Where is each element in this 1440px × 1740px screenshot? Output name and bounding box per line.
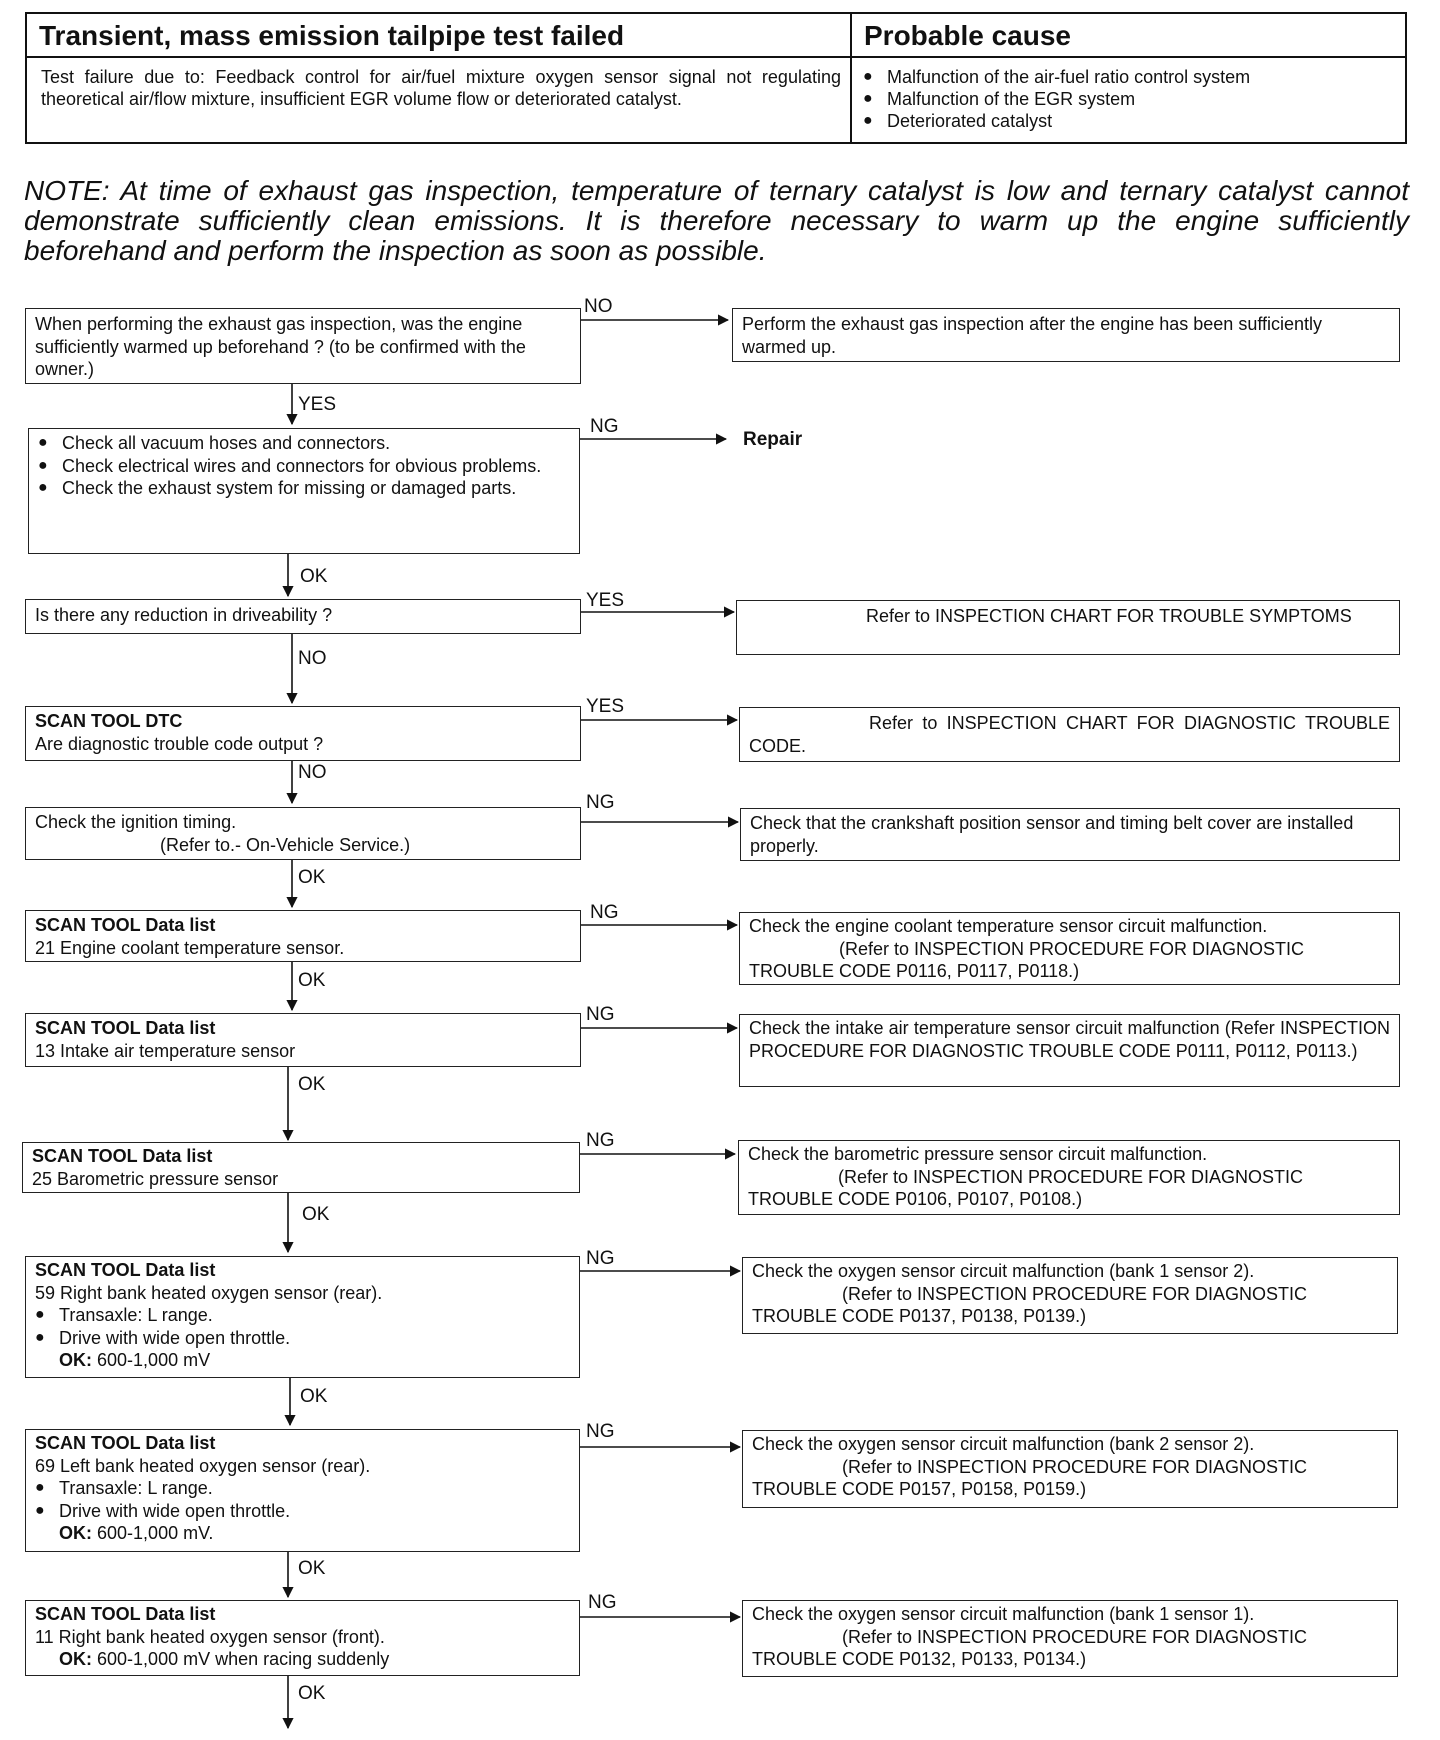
ok-criteria: OK: 600-1,000 mV — [59, 1350, 211, 1370]
ok-criteria: OK: 600-1,000 mV when racing suddenly — [59, 1649, 390, 1669]
result-text: Check the engine coolant temperature sensor circuit malfunction. — [749, 916, 1268, 936]
result-right-rear-o2 — [742, 1257, 1398, 1334]
result-ref: (Refer to INSPECTION PROCEDURE FOR DIAGNOSTIC TROUBLE CODE P0116, P0117, P0118.) — [749, 938, 1305, 981]
step-text: 69 Left bank heated oxygen sensor (rear). — [35, 1455, 371, 1476]
condition-list — [35, 1304, 570, 1349]
step-text: Are diagnostic trouble code output ? — [35, 733, 324, 754]
step-ignition-timing — [25, 807, 581, 860]
down-label: OK — [302, 1204, 330, 1225]
step-right-rear-o2 — [25, 1256, 580, 1378]
branch-label: NG — [590, 416, 619, 437]
step-text: Is there any reduction in driveability ? — [35, 605, 333, 625]
step-title: SCAN TOOL Data list — [35, 1260, 216, 1280]
result-coolant — [739, 912, 1400, 985]
result-ref: (Refer to INSPECTION PROCEDURE FOR DIAGNOSTIC TROUBLE CODE P0137, P0138, P0139.) — [752, 1283, 1308, 1326]
branch-label: YES — [586, 590, 625, 611]
down-label: YES — [298, 394, 337, 415]
down-label: OK — [298, 1074, 326, 1095]
result-driveability — [736, 600, 1400, 655]
result-ref: (Refer to INSPECTION PROCEDURE FOR DIAGNOSTIC TROUBLE CODE P0132, P0133, P0134.) — [752, 1626, 1308, 1669]
result-text: Check the oxygen sensor circuit malfunction (bank 1 sensor 2). — [752, 1261, 1255, 1281]
step-driveability — [25, 599, 581, 634]
result-text: Check the barometric pressure sensor circuit malfunction. — [748, 1144, 1208, 1164]
condition-list — [35, 1477, 570, 1522]
condition-item: ● Transaxle: L range. — [35, 1305, 213, 1325]
branch-label: NG — [586, 1130, 615, 1151]
step-left-rear-o2 — [25, 1429, 580, 1552]
branch-label: NG — [586, 792, 615, 813]
branch-label: NO — [584, 296, 613, 317]
step-text: Check the ignition timing. — [35, 812, 237, 832]
result-ignition — [740, 808, 1400, 861]
down-label: OK — [298, 1558, 326, 1579]
branch-label: NG — [586, 1004, 615, 1025]
condition-item: ● Drive with wide open throttle. — [35, 1327, 291, 1348]
result-intake-air — [739, 1014, 1400, 1087]
branch-label: YES — [586, 696, 625, 717]
condition-item: ● Transaxle: L range. — [35, 1478, 213, 1498]
down-label: OK — [300, 1386, 328, 1407]
step-text: 11 Right bank heated oxygen sensor (front). — [35, 1626, 385, 1647]
step-text: 21 Engine coolant temperature sensor. — [35, 937, 345, 958]
result-text: Check the oxygen sensor circuit malfunction (bank 2 sensor 2). — [752, 1434, 1255, 1454]
step-title: SCAN TOOL Data list — [35, 915, 216, 935]
down-label: NO — [298, 648, 327, 669]
result-text: Refer to INSPECTION CHART FOR TROUBLE SYMPTOMS — [866, 606, 1352, 626]
branch-label: NG — [588, 1592, 617, 1613]
down-label: OK — [298, 867, 326, 888]
result-text: Check the oxygen sensor circuit malfunction (bank 1 sensor 1). — [752, 1604, 1255, 1624]
result-warmup — [732, 308, 1400, 362]
header-title: Transient, mass emission tailpipe test failed — [39, 20, 625, 51]
step-text: 13 Intake air temperature sensor — [35, 1040, 296, 1061]
check-list — [38, 432, 570, 500]
branch-label: NG — [590, 902, 619, 923]
branch-label: NG — [586, 1421, 615, 1442]
result-ref: (Refer to INSPECTION PROCEDURE FOR DIAGNOSTIC TROUBLE CODE P0157, P0158, P0159.) — [752, 1456, 1308, 1499]
result-left-rear-o2 — [742, 1430, 1398, 1508]
step-coolant-sensor — [25, 910, 581, 962]
cause-item: ● Malfunction of the EGR system — [863, 89, 1136, 109]
note-text: NOTE: At time of exhaust gas inspection, temperature of ternary catalyst is low and ternary catalyst cannot demonstrate sufficiently clean emissions. It is therefore necessary to warm up the engine sufficiently beforehand and perform the inspection as soon as possible. — [24, 175, 1409, 266]
result-barometric — [738, 1140, 1400, 1215]
step-text: 25 Barometric pressure sensor — [32, 1168, 279, 1189]
header-description: Test failure due to: Feedback control for air/fuel mixture oxygen sensor signal not regulating theoretical air/flow mixture, insufficient EGR volume flow or deteriorated catalyst. — [41, 67, 841, 109]
step-visual-checks — [28, 428, 580, 554]
ok-criteria: OK: 600-1,000 mV. — [59, 1523, 214, 1543]
step-intake-air-sensor — [25, 1013, 581, 1067]
step-title: SCAN TOOL Data list — [35, 1018, 216, 1038]
result-ref: (Refer to INSPECTION PROCEDURE FOR DIAGNOSTIC TROUBLE CODE P0106, P0107, P0108.) — [748, 1166, 1304, 1209]
result-right-front-o2 — [742, 1600, 1398, 1677]
down-label: OK — [300, 566, 328, 587]
step-text: When performing the exhaust gas inspection, was the engine sufficiently warmed up beforehand ? (to be confirmed with the owner.) — [35, 314, 526, 379]
branch-label: NG — [586, 1248, 615, 1269]
result-repair: Repair — [743, 429, 803, 450]
cause-item: ● Deteriorated catalyst — [863, 111, 1053, 131]
down-label: OK — [298, 970, 326, 991]
step-subtext: (Refer to.- On-Vehicle Service.) — [160, 834, 411, 855]
step-barometric-sensor — [22, 1142, 580, 1193]
result-dtc — [739, 707, 1400, 762]
cause-item: ● Malfunction of the air-fuel ratio control system — [863, 67, 1251, 87]
condition-item: ● Drive with wide open throttle. — [35, 1500, 291, 1521]
step-text: 59 Right bank heated oxygen sensor (rear). — [35, 1282, 383, 1303]
check-item: ● Check electrical wires and connectors for obvious problems. — [38, 455, 542, 476]
check-item: ● Check all vacuum hoses and connectors. — [38, 433, 391, 453]
step-title: SCAN TOOL Data list — [35, 1604, 216, 1624]
result-text: Refer to INSPECTION CHART FOR DIAGNOSTIC TROUBLE CODE. — [749, 713, 1390, 756]
probable-cause-title: Probable cause — [864, 20, 1071, 51]
step-title: SCAN TOOL Data list — [35, 1433, 216, 1453]
step-title: SCAN TOOL DTC — [35, 711, 183, 731]
step-right-front-o2 — [25, 1600, 580, 1676]
step-title: SCAN TOOL Data list — [32, 1146, 213, 1166]
down-label: NO — [298, 762, 327, 783]
step-warmup-question — [25, 308, 581, 384]
down-label: OK — [298, 1683, 326, 1704]
check-item: ● Check the exhaust system for missing or damaged parts. — [38, 478, 517, 498]
result-text: Check the intake air temperature sensor circuit malfunction (Refer INSPECTION PROCEDURE FOR DIAGNOSTIC TROUBLE CODE P0111, P0112, P0113.) — [749, 1018, 1390, 1061]
result-text: Check that the crankshaft position sensor and timing belt cover are installed properly. — [750, 813, 1354, 856]
result-text: Perform the exhaust gas inspection after the engine has been sufficiently warmed up. — [742, 314, 1323, 357]
step-scan-dtc — [25, 706, 581, 761]
